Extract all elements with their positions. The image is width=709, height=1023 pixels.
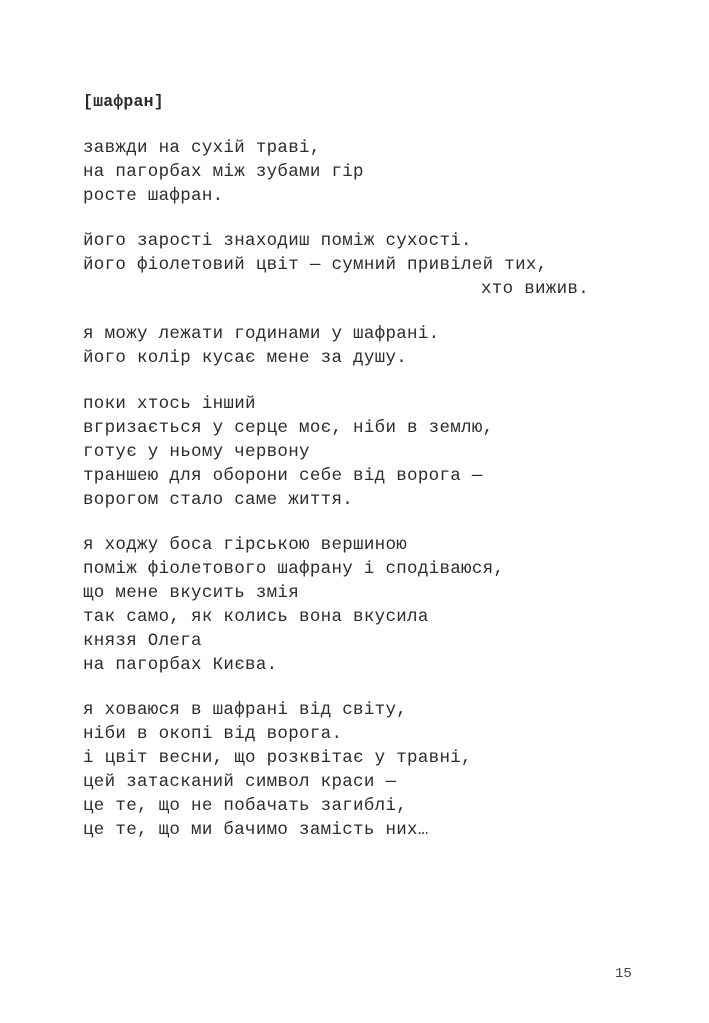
stanza-6-line-3: і цвіт весни, що розквітає у травні, [83,748,472,768]
stanza-5-line-3: що мене вкусить змія [83,583,300,603]
stanza-5-line-5: князя Олега [83,631,202,651]
stanza-5-line-2: поміж фіолетового шафрану і сподіваюся, [83,559,505,579]
stanza-2-line-1: його зарості знаходиш поміж сухості. [83,231,472,251]
stanza-5-line-6: на пагорбах Києва. [83,655,278,675]
stanza-4-line-4: траншею для оборони себе від ворога — [83,466,483,486]
page-number: 15 [615,966,632,982]
stanza-4-line-3: готує у ньому червону [83,442,310,462]
stanza-2-line-3: хто вижив. [481,279,590,299]
stanza-3-line-2: його колір кусає мене за душу. [83,348,408,368]
stanza-5-line-4: так само, як колись вона вкусила [83,607,429,627]
stanza-6-line-4: цей затасканий символ краси — [83,772,397,792]
stanza-4-line-2: вгризається у серце моє, ніби в землю, [83,418,494,438]
stanza-4-line-5: ворогом стало саме життя. [83,490,354,510]
stanza-6-line-2: ніби в окопі від ворога. [83,724,343,744]
stanza-5-line-1: я ходжу боса гірською вершиною [83,535,408,555]
stanza-1-line-3: росте шафран. [83,186,224,206]
stanza-6-line-6: це те, що ми бачимо замість них… [83,820,429,840]
stanza-6-line-1: я ховаюся в шафрані від світу, [83,700,408,720]
stanza-1-line-2: на пагорбах між зубами гір [83,162,364,182]
poem-title: [шафран] [83,92,164,111]
stanza-2-line-2: його фіолетовий цвіт — сумний привілей тих, [83,255,548,275]
stanza-3-line-1: я можу лежати годинами у шафрані. [83,324,440,344]
stanza-4-line-1: поки хтось інший [83,394,256,414]
stanza-6-line-5: це те, що не побачать загиблі, [83,796,408,816]
stanza-1-line-1: завжди на сухій траві, [83,138,321,158]
